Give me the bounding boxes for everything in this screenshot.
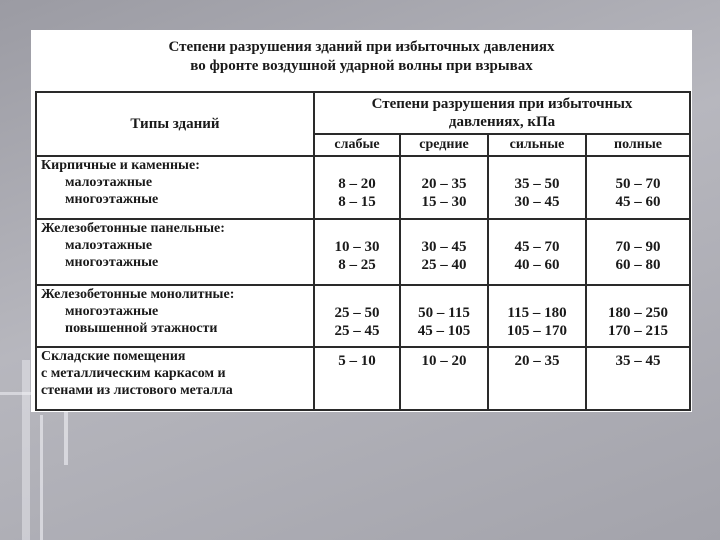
- value: 15 – 30: [421, 194, 467, 210]
- header-degrees-line-2: давлениях, кПа: [448, 114, 556, 130]
- value: 50 – 115: [418, 305, 470, 321]
- row-subtype: малоэтажные: [65, 175, 153, 190]
- value: 25 – 50: [334, 305, 380, 321]
- row-category: Кирпичные и каменные:: [41, 158, 200, 173]
- decor-bar-vertical: [22, 360, 30, 540]
- table-row: [36, 219, 690, 285]
- value-cell: [314, 156, 400, 219]
- header-degrees: [314, 92, 690, 134]
- value: 45 – 60: [615, 194, 661, 210]
- value: 35 – 50: [514, 176, 560, 192]
- value: 60 – 80: [615, 257, 661, 273]
- row-category: Железобетонные панельные:: [41, 221, 225, 236]
- header-col-full: полные: [586, 134, 690, 156]
- row-subtype: малоэтажные: [65, 238, 153, 253]
- value-cell: [400, 156, 488, 219]
- value: 5 – 10: [338, 353, 376, 369]
- value: 45 – 105: [417, 323, 471, 339]
- table-row: [36, 156, 690, 219]
- value-cell: [586, 156, 690, 219]
- value-cell: [586, 347, 690, 410]
- value: 25 – 45: [334, 323, 380, 339]
- value: 70 – 90: [615, 239, 661, 255]
- row-subtype: многоэтажные: [65, 192, 159, 207]
- value-cell: [314, 219, 400, 285]
- value-cell: [400, 219, 488, 285]
- value-cell: [488, 285, 586, 347]
- value: 30 – 45: [421, 239, 467, 255]
- row-category-cell: [36, 156, 314, 219]
- row-category: Железобетонные монолитные:: [41, 287, 235, 302]
- value: 20 – 35: [514, 353, 560, 369]
- value-cell: [586, 219, 690, 285]
- value: 50 – 70: [615, 176, 661, 192]
- value: 180 – 250: [608, 305, 669, 321]
- header-building-types: Типы зданий: [36, 92, 314, 156]
- value: 170 – 215: [608, 323, 669, 339]
- header-row: [36, 92, 690, 134]
- value: 30 – 45: [514, 194, 560, 210]
- value-cell: [400, 347, 488, 410]
- value: 10 – 20: [421, 353, 467, 369]
- title-line-1: Степени разрушения зданий при избыточных давлениях: [168, 39, 555, 55]
- value-cell: [314, 347, 400, 410]
- value: 8 – 15: [338, 194, 376, 210]
- header-col-strong: сильные: [488, 134, 586, 156]
- value-cell: [400, 285, 488, 347]
- decor-line-vertical: [40, 415, 43, 540]
- value: 8 – 20: [338, 176, 376, 192]
- value: 10 – 30: [334, 239, 380, 255]
- header-degrees-line-1: Степени разрушения при избыточных: [371, 96, 633, 112]
- row-category-cell: [36, 347, 314, 410]
- row-subtype: многоэтажные: [65, 255, 159, 270]
- value: 105 – 170: [507, 323, 567, 339]
- value: 25 – 40: [421, 257, 467, 273]
- value-cell: [586, 285, 690, 347]
- value: 45 – 70: [514, 239, 560, 255]
- row-subtype: стенами из листового металла: [41, 383, 233, 398]
- table-row: [36, 285, 690, 347]
- row-subtype: многоэтажные: [65, 304, 159, 319]
- decor-line-short: [64, 405, 68, 465]
- header-col-weak: слабые: [314, 134, 400, 156]
- row-category: Складские помещения: [41, 349, 186, 364]
- row-subtype: с металлическим каркасом и: [41, 366, 226, 381]
- value: 35 – 45: [615, 353, 661, 369]
- title-line-2: во фронте воздушной ударной волны при взрывах: [190, 58, 533, 74]
- header-col-medium: средние: [400, 134, 488, 156]
- value-cell: [314, 285, 400, 347]
- row-category-cell: [36, 285, 314, 347]
- document-title: [31, 38, 692, 76]
- row-category-cell: [36, 219, 314, 285]
- value: 115 – 180: [507, 305, 567, 321]
- table-row: [36, 347, 690, 410]
- value: 20 – 35: [421, 176, 467, 192]
- destruction-table: [35, 91, 691, 411]
- value-cell: [488, 347, 586, 410]
- document-page: [31, 30, 692, 412]
- value: 8 – 25: [338, 257, 376, 273]
- value: 40 – 60: [514, 257, 560, 273]
- row-subtype: повышенной этажности: [65, 321, 218, 336]
- value-cell: [488, 156, 586, 219]
- value-cell: [488, 219, 586, 285]
